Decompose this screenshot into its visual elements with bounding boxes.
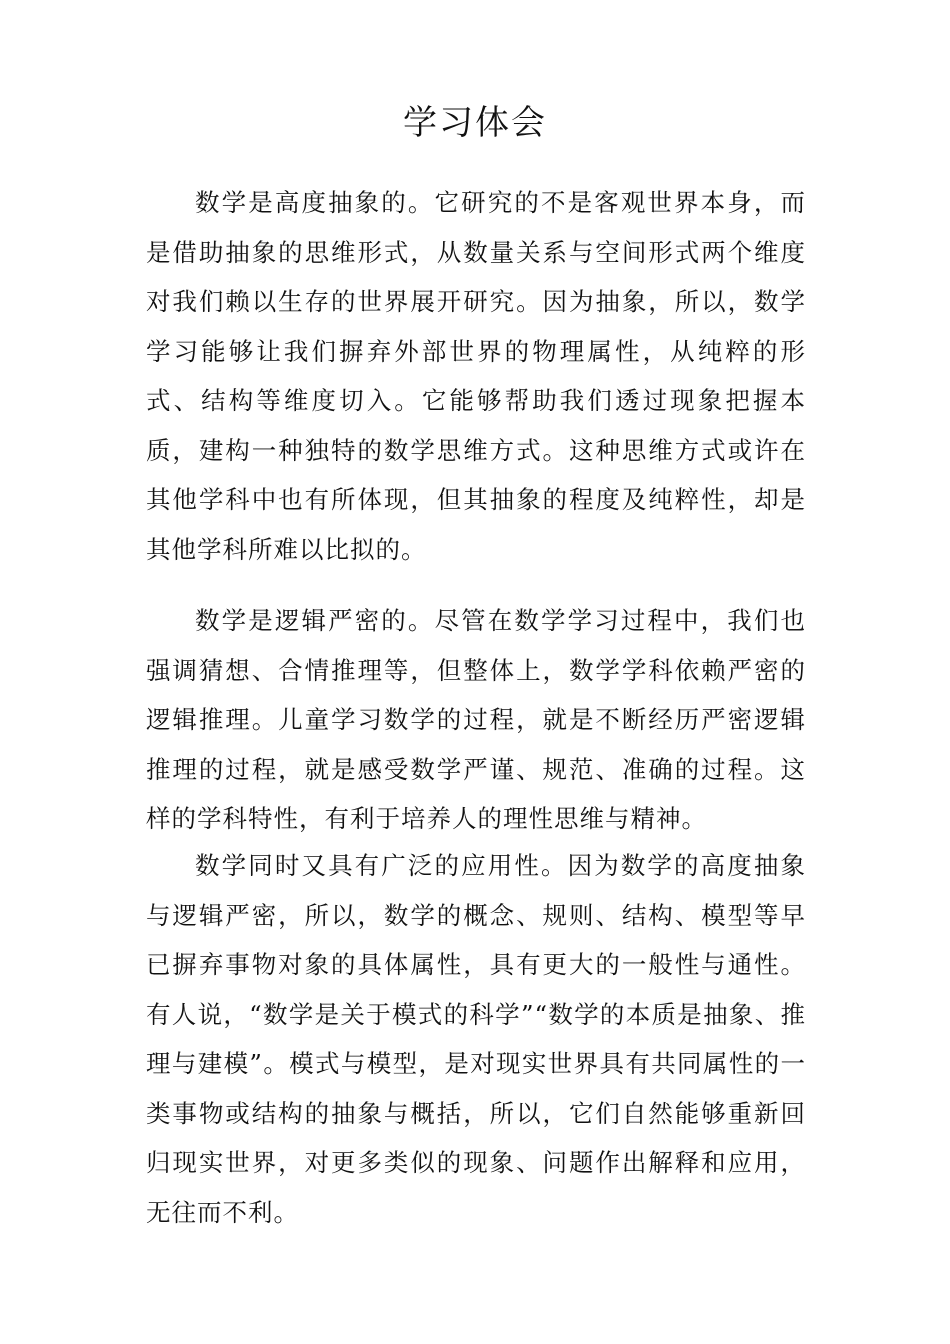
paragraph-abstraction: 数学是高度抽象的。它研究的不是客观世界本身，而是借助抽象的思维形式，从数量关系与空间形式两个维度对我们赖以生存的世界展开研究。因为抽象，所以，数学学习能够让我们摒弃外部世界的物理属性，从纯粹的形式、结构等维度切入。它能够帮助我们透过现象把握本质，建构一种独特的数学思维方式。这种思维方式或许在其他学科中也有所体现，但其抽象的程度及纯粹性，却是其他学科所难以比拟的。 xyxy=(146,188,806,564)
paragraph-logic: 数学是逻辑严密的。尽管在数学学习过程中，我们也强调猜想、合情推理等，但整体上，数学学科依赖严密的逻辑推理。儿童学习数学的过程，就是不断经历严密逻辑推理的过程，就是感受数学严谨、规范、准确的过程。这样的学科特性，有利于培养人的理性思维与精神。 xyxy=(146,606,806,833)
document-title: 学习体会 xyxy=(403,103,547,143)
paragraph-application: 数学同时又具有广泛的应用性。因为数学的高度抽象与逻辑严密，所以，数学的概念、规则、结构、模型等早已摒弃事物对象的具体属性，具有更大的一般性与通性。有人说，“数学是关于模式的科学”“数学的本质是抽象、推理与建模”。模式与模型，是对现实世界具有共同属性的一类事物或结构的抽象与概括，所以，它们自然能够重新回归现实世界，对更多类似的现象、问题作出解释和应用，无往而不利。 xyxy=(146,851,806,1227)
